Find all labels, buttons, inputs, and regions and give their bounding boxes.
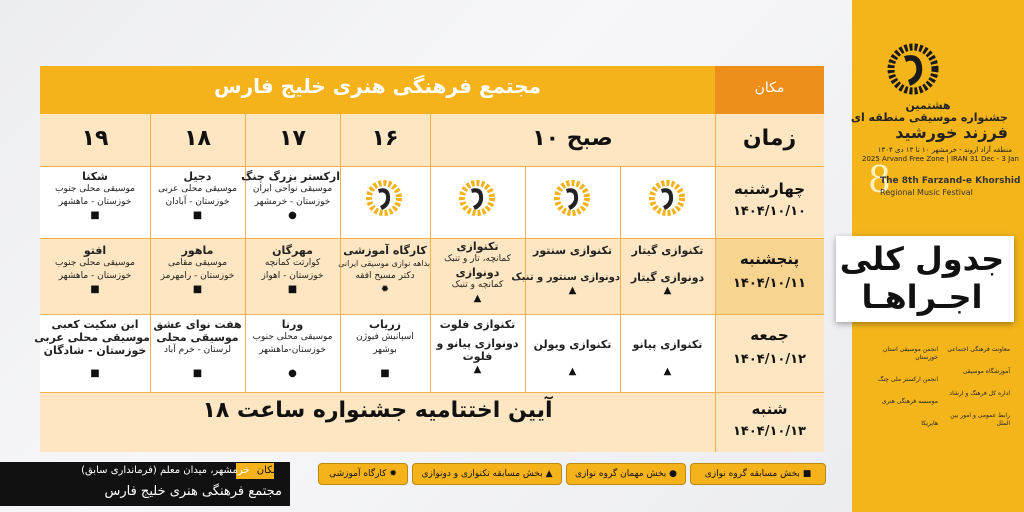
grid-line [40,314,824,315]
event-title: شکنا [82,170,108,183]
event-title: تکنوازی پیانو [632,338,703,351]
event-title: افتو [83,244,107,257]
venue-box-label: مکان [256,465,278,476]
time-18: ۱۸ [184,126,211,151]
event-fri-17 [245,318,340,380]
venue-address-line [10,465,282,476]
competition-group-icon: ■ [802,469,812,479]
time-morning: ۱۰ صبح [532,126,613,151]
event-title: ورنا [281,318,304,331]
competition-group-icon: ■ [90,284,100,295]
venue-name: مجتمع فرهنگی هنری خلیج فارس [214,74,541,98]
legend-item [690,463,826,485]
sponsor-list-right [944,346,1010,428]
festival-name-en: The 8th Farzand-e Khorshid [880,176,1021,186]
event-title: تکنوازی گیتار [631,244,704,257]
day-cell-wed [715,166,824,238]
event-origin: خوزستان - ماهشهر [58,271,132,281]
event-genre: موسیقی محلی جنوب [252,332,333,342]
time-19: ۱۹ [81,126,109,151]
event-title: ارکستر بزرگ چنگ [241,170,340,183]
event-genre: موسیقی محلی جنوب [54,184,135,194]
event-origin: خوزستان - خرمشهر [254,197,331,207]
event-title: ماهور [181,244,214,257]
solo-duet-icon: ▲ [568,285,577,296]
grid-line [40,238,824,239]
sponsor-item: موسسه فرهنگی هنری [881,398,938,405]
event-genre: موسیقی محلی [156,331,239,344]
day-date-wed: ۱۴۰۴/۱۰/۱۰ [733,204,806,219]
sponsor-list-left [872,346,938,428]
grid-line [40,166,824,167]
sponsor-item: انجمن ارکستر ملی چنگ [878,376,938,383]
festival-subtitle-en: Regional Music Festival [880,188,973,197]
event-thu-m2 [511,244,620,297]
competition-group-icon: ■ [192,368,203,379]
page-title-line1: جدول کلی [839,240,1005,278]
workshop-icon: ✹ [380,284,390,295]
sponsor-item: انجمن موسیقی استان خوزستان [883,346,938,361]
event-thu-19 [40,244,150,296]
event-title: تکنوازی [456,240,499,253]
legend-label: بخش مسابقه گروه نوازی [704,469,800,479]
day-name-thu: پنجشنبه [739,250,800,268]
event-title: تکنوازی ویولن [533,338,612,351]
event-title: دونوازی [455,266,500,279]
guest-group-icon: ● [288,368,297,379]
venue-address: خرمشهر، میدان معلم (فرمانداری سابق) [81,465,250,476]
legend-label: کارگاه آموزشی [329,469,387,479]
guest-group-icon: ● [288,210,297,221]
festival-dates-fa: منطقه آزاد اروند - خرمشهر ۱۰ تا ۱۳ دی ۱۴۰۴ [877,146,1012,154]
event-genre: موسیقی محلی عربی [158,184,237,194]
event-thu-m3 [430,240,525,305]
competition-group-icon: ■ [90,368,100,379]
legend-item [318,463,408,485]
legend-label: بخش مهمان گروه نوازی [575,469,667,479]
time-17: ۱۷ [279,126,306,151]
day-name-sat: شنبه [751,400,788,418]
grid-line [715,114,716,452]
event-title: تکنوازی فلوت [439,318,516,331]
guest-group-icon: ● [669,469,677,479]
festival-title [848,100,1008,142]
event-thu-18 [150,244,245,296]
legend-label: بخش مسابقه تکنوازی و دونوازی [421,469,543,479]
event-origin: بوشهر [373,345,397,355]
sponsor-item: اداره کل فرهنگ و ارشاد [949,390,1010,397]
event-genre: کوارتت کمانچه [264,258,321,268]
solo-duet-icon: ▲ [663,285,672,296]
legend-item [412,463,562,485]
grid-line [40,392,824,393]
page-title-line2: اجـراهـا [861,278,983,316]
day-date-sat: ۱۴۰۴/۱۰/۱۳ [733,424,806,439]
event-origin: خوزستان - اهواز [261,271,324,281]
solo-duet-icon: ▲ [473,293,482,304]
day-date-fri: ۱۴۰۴/۱۰/۱۲ [733,352,806,367]
sponsor-item: آموزشگاه موسیقی [962,368,1010,375]
competition-group-icon: ■ [287,284,298,295]
festival-ordinal: هشتمین [905,99,951,112]
event-genre: موسیقی محلی عربی [34,331,150,344]
event-title: فلوت [462,350,493,363]
day-name-wed: چهارشنبه [733,180,806,198]
festival-sun-icon [455,176,499,220]
festival-ordinal-en: 8 [868,160,891,201]
sponsor-item: معاونت فرهنگی اجتماعی [947,346,1010,353]
workshop-icon: ✹ [389,469,397,479]
event-fri-19 [34,318,150,380]
event-title: دجیل [183,170,212,183]
festival-sun-icon [362,176,406,220]
sponsor-item: رابط عمومی و امور بین الملل [950,412,1010,427]
festival-dates-en: 2025 Arvand Free Zone | IRAN 31 Dec - 3 Jan [862,155,1019,163]
venue-label: مکان [754,80,785,96]
festival-sun-icon [645,176,689,220]
event-title: دونوازی گیتار [630,271,705,284]
day-name-fri: جمعه [750,326,789,344]
time-16: ۱۶ [371,126,399,151]
solo-duet-icon: ▲ [568,366,577,377]
event-title: دونوازی پیانو و [436,337,519,350]
venue-box-name: مجتمع فرهنگی هنری خلیج فارس [104,484,282,499]
day-date-thu: ۱۴۰۴/۱۰/۱۱ [733,276,806,291]
event-origin: خوزستان - رامهرمز [160,271,235,281]
event-genre: موسیقی نواحی ایران [252,184,333,194]
event-origin: خوزستان - ماهشهر [58,197,132,207]
event-title: زریاب [369,318,401,331]
competition-group-icon: ■ [380,368,390,379]
event-thu-16 [340,244,430,296]
event-wed-18 [150,170,245,222]
event-genre: بداهه نوازی موسیقی ایرانی [338,259,430,268]
event-genre: موسیقی محلی جنوب [54,258,135,268]
competition-group-icon: ■ [192,284,203,295]
festival-sun-icon [550,176,594,220]
event-title: هفت نوای عشق [153,318,242,331]
festival-name-line2: فرزند خورشید [895,123,1008,142]
event-origin: خوزستان-ماهشهر [259,345,326,355]
event-genre: موسیقی مقامی [167,258,228,268]
sponsor-item: هایریکا [921,420,938,427]
sun-logo-icon [880,36,946,102]
event-title: دونوازی سنتور و تنبک [511,272,620,283]
solo-duet-icon: ▲ [545,469,553,479]
event-genre: کمانچه و تنبک [451,280,504,290]
legend-item [566,463,686,485]
event-fri-16 [340,318,430,380]
event-origin: لرستان - خرم آباد [163,345,231,355]
event-origin: خوزستان - شادگان [43,344,147,357]
festival-name-line1: جشنواره موسیقی منطقه ای [850,111,1008,124]
solo-duet-icon: ▲ [663,366,672,377]
event-title: کارگاه آموزشی [343,244,427,257]
event-wed-19 [40,170,150,222]
solo-duet-icon: ▲ [473,364,482,375]
event-thu-m1 [620,244,715,297]
closing-ceremony-text: آیین اختتامیه جشنواره ساعت ۱۸ [202,398,553,423]
event-origin: خوزستان - آبادان [165,197,230,207]
event-instructor: دکتر مسیح افقه [355,271,415,281]
event-fri-m1 [620,338,715,378]
event-title: تکنوازی سنتور [533,244,612,257]
event-fri-m2 [525,338,620,378]
event-title: ابن سکیت کعبی [51,318,139,331]
event-title: مهرگان [272,244,313,257]
event-wed-17 [241,170,340,222]
event-genre: کمانچه، تار و تنبک [444,254,511,264]
event-genre: اسپانیش فیوژن [356,332,414,342]
event-thu-17 [245,244,340,296]
competition-group-icon: ■ [192,210,203,221]
competition-group-icon: ■ [90,210,100,221]
event-fri-18 [150,318,245,380]
time-label: زمان [742,126,797,151]
event-fri-m3 [430,318,525,376]
